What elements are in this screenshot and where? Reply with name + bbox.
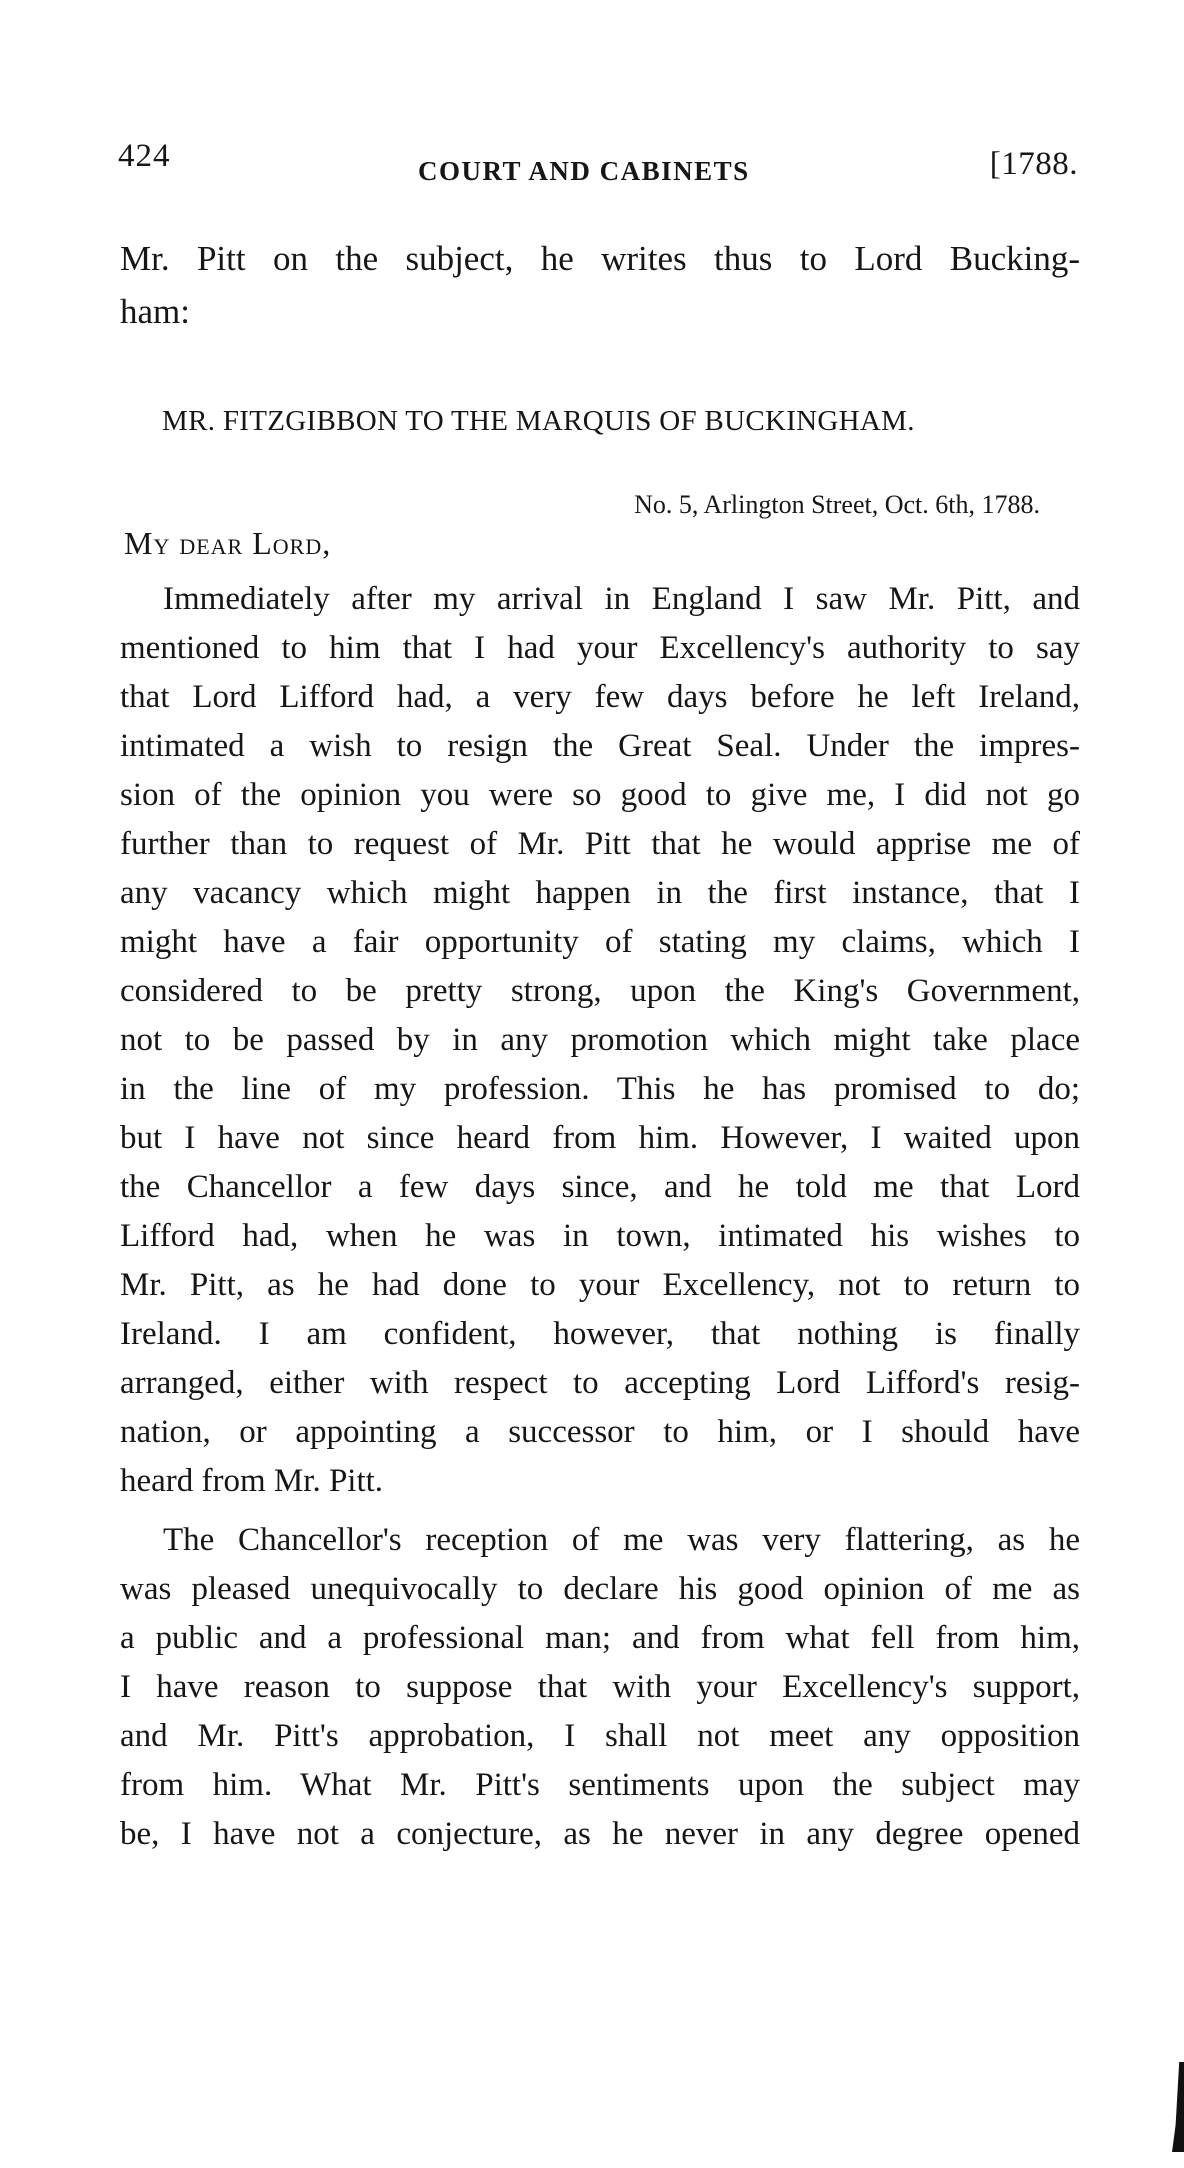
running-year: [1788. bbox=[989, 146, 1078, 182]
text-line: sion of the opinion you were so good to give me, I did not go bbox=[120, 777, 1080, 813]
text-line: any vacancy which might happen in the first instance, that I bbox=[120, 875, 1080, 911]
text-line: mentioned to him that I had your Excellency's authority to say bbox=[120, 630, 1080, 666]
text-line: a public and a professional man; and from what fell from him, bbox=[120, 1620, 1080, 1656]
page-edge-mark bbox=[1172, 2062, 1184, 2152]
letter-heading: MR. FITZGIBBON TO THE MARQUIS OF BUCKINGHAM. bbox=[162, 405, 915, 437]
text-line: from him. What Mr. Pitt's sentiments upon the subject may bbox=[120, 1767, 1080, 1803]
text-line: was pleased unequivocally to declare his good opinion of me as bbox=[120, 1571, 1080, 1607]
text-line: nation, or appointing a successor to him, or I should have bbox=[120, 1414, 1080, 1450]
running-head bbox=[118, 138, 1078, 188]
text-line: the Chancellor a few days since, and he told me that Lord bbox=[120, 1169, 1080, 1205]
text-line: in the line of my profession. This he has promised to do; bbox=[120, 1071, 1080, 1107]
text-line: Ireland. I am confident, however, that nothing is finally bbox=[120, 1316, 1080, 1352]
opening-text bbox=[120, 232, 1080, 338]
letter-paragraph bbox=[120, 575, 1080, 1506]
text-line: might have a fair opportunity of stating my claims, which I bbox=[120, 924, 1080, 960]
letter-paragraph bbox=[120, 1516, 1080, 1859]
page-number: 424 bbox=[118, 138, 171, 174]
text-line: Mr. Pitt, as he had done to your Excellency, not to return to bbox=[120, 1267, 1080, 1303]
text-line: Lifford had, when he was in town, intimated his wishes to bbox=[120, 1218, 1080, 1254]
text-line: further than to request of Mr. Pitt that he would apprise me of bbox=[120, 826, 1080, 862]
text-line: that Lord Lifford had, a very few days before he left Ireland, bbox=[120, 679, 1080, 715]
text-line: but I have not since heard from him. However, I waited upon bbox=[120, 1120, 1080, 1156]
text-line: and Mr. Pitt's approbation, I shall not meet any opposition bbox=[120, 1718, 1080, 1754]
text-line: not to be passed by in any promotion which might take place bbox=[120, 1022, 1080, 1058]
text-line: Immediately after my arrival in England I saw Mr. Pitt, and bbox=[163, 581, 1080, 617]
text-line: be, I have not a conjecture, as he never in any degree opened bbox=[120, 1816, 1080, 1852]
running-title: COURT AND CABINETS bbox=[418, 156, 750, 186]
text-line: intimated a wish to resign the Great Seal. Under the impres- bbox=[120, 728, 1080, 764]
text-line: heard from Mr. Pitt. bbox=[120, 1463, 384, 1499]
text-line: I have reason to suppose that with your Excellency's support, bbox=[120, 1669, 1080, 1705]
text-line: considered to be pretty strong, upon the King's Government, bbox=[120, 973, 1080, 1009]
letter-salutation: My dear Lord, bbox=[124, 525, 332, 561]
text-line: arranged, either with respect to accepting Lord Lifford's resig- bbox=[120, 1365, 1080, 1401]
text-line: Mr. Pitt on the subject, he writes thus to Lord Bucking- bbox=[120, 239, 1080, 278]
letter-dateline: No. 5, Arlington Street, Oct. 6th, 1788. bbox=[634, 490, 1040, 519]
text-line: ham: bbox=[120, 292, 190, 331]
text-line: The Chancellor's reception of me was very flattering, as he bbox=[163, 1522, 1080, 1558]
